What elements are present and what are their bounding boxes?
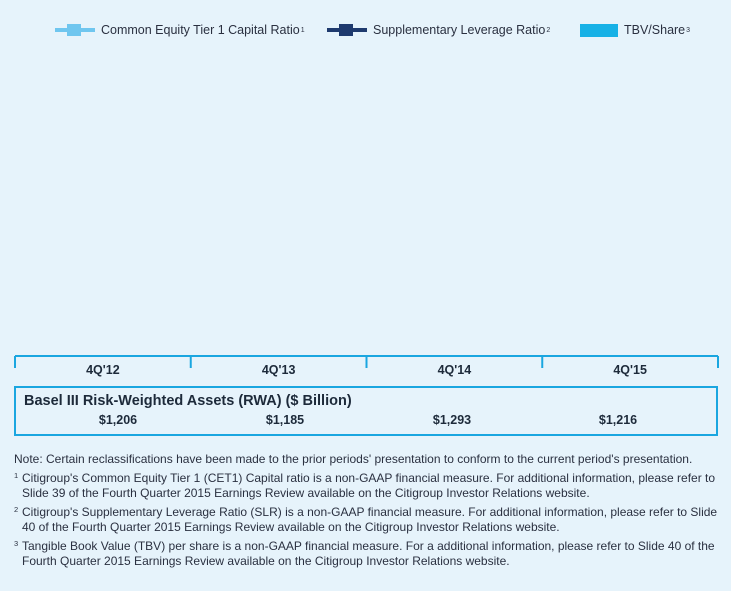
footnote-3 <box>14 539 720 569</box>
footnote-2-text: Citigroup's Supplementary Leverage Ratio (SLR) is a non-GAAP financial measure. For additional information, please refer to Slide 40 of the Fourth Quarter 2015 Earnings Review available on the Citigroup Investor Relations website. <box>22 505 718 534</box>
legend-footnote-mark-1: 1 <box>300 26 305 34</box>
legend-label-tbv: TBV/Share <box>624 23 686 37</box>
legend-item-slr <box>327 18 550 42</box>
legend-item-tbv <box>580 18 690 42</box>
rwa-value-4q13: $1,185 <box>265 413 305 427</box>
legend-item-cet1 <box>55 18 305 42</box>
legend-footnote-mark-3: 3 <box>686 26 691 34</box>
footnote-1-mark: 1 <box>14 471 19 480</box>
rwa-table <box>14 386 718 436</box>
reclassification-note: Note: Certain reclassifications have been made to the prior periods' presentation to conform to the current period's presentation. <box>14 452 693 466</box>
footnotes <box>14 452 720 573</box>
x-tick-label: 4Q'13 <box>261 363 296 377</box>
legend-footnote-mark-2: 2 <box>546 26 551 34</box>
legend-swatch-cet1 <box>55 23 95 37</box>
rwa-title: Basel III Risk-Weighted Assets (RWA) ($ Billion) <box>24 393 352 409</box>
rwa-value-4q12: $1,206 <box>98 413 138 427</box>
footnote-1 <box>14 471 720 501</box>
legend-label-slr: Supplementary Leverage Ratio <box>373 23 546 37</box>
chart-plot-area <box>0 44 731 384</box>
rwa-value-4q14: $1,293 <box>432 413 472 427</box>
legend-swatch-tbv <box>580 24 618 37</box>
x-tick-label: 4Q'12 <box>86 363 120 377</box>
x-tick-label: 4Q'15 <box>613 363 647 377</box>
footnote-2-mark: 2 <box>14 505 19 514</box>
legend-swatch-slr <box>327 23 367 37</box>
footnote-3-text: Tangible Book Value (TBV) per share is a non-GAAP financial measure. For a additional information, please refer to Slide 40 of the Fourth Quarter 2015 Earnings Review available on the Citigroup Investor Relations website. <box>22 539 715 568</box>
chart-legend <box>0 18 731 42</box>
footnote-3-mark: 3 <box>14 539 19 548</box>
footnote-1-text: Citigroup's Common Equity Tier 1 (CET1) Capital ratio is a non-GAAP financial measure. For additional information, please refer to Slide 39 of the Fourth Quarter 2015 Earnings Review available on the Citigroup Investor Relations website. <box>22 471 716 500</box>
x-tick-label: 4Q'14 <box>437 363 472 377</box>
legend-label-cet1: Common Equity Tier 1 Capital Ratio <box>101 23 300 37</box>
footnote-2 <box>14 505 720 535</box>
rwa-value-4q15: $1,216 <box>598 413 638 427</box>
